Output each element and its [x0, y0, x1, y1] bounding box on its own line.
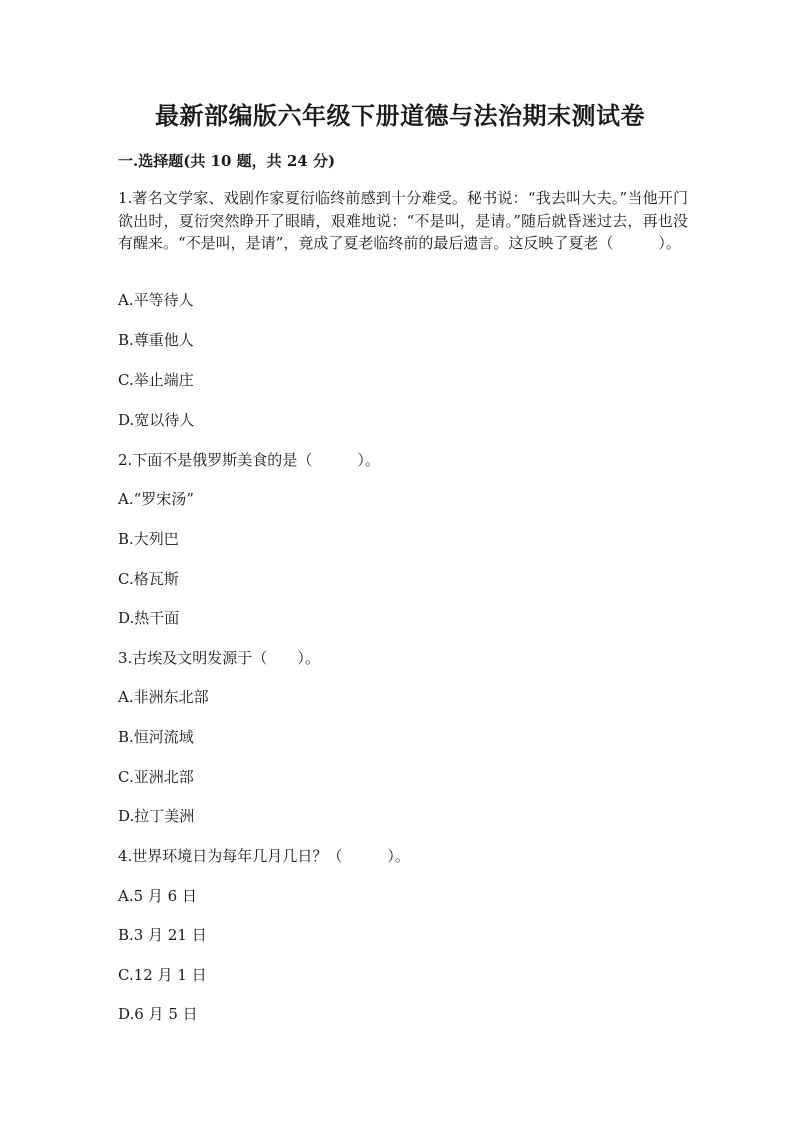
question-3-option-c: C.亚洲北部 [118, 768, 194, 786]
question-4-option-d: D.6 月 5 日 [118, 1005, 198, 1023]
question-1-stem: 1.著名文学家、戏剧作家夏衍临终前感到十分难受。秘书说：“我去叫大夫。”当他开门欲出时，夏衍突然睁开了眼睛，艰难地说：“不是叫，是请。”随后就昏迷过去，再也没有醒来。“不是叫，是请”，竟成了夏老临终前的最后遗言。这反映了夏老（ ）。 [118, 189, 688, 252]
page-title: 最新部编版六年级下册道德与法治期末测试卷 [155, 101, 645, 130]
question-4-option-c: C.12 月 1 日 [118, 966, 207, 984]
question-2-option-c: C.格瓦斯 [118, 570, 179, 588]
question-2-option-a: A.“罗宋汤” [118, 490, 194, 508]
question-4-option-a: A.5 月 6 日 [118, 887, 197, 905]
question-3-stem: 3.古埃及文明发源于（ ）。 [118, 649, 320, 667]
question-4-option-b: B.3 月 21 日 [118, 926, 207, 944]
question-2-option-b: B.大列巴 [118, 530, 179, 548]
question-2-stem: 2.下面不是俄罗斯美食的是（ ）。 [118, 451, 380, 469]
question-3-option-a: A.非洲东北部 [118, 688, 209, 706]
section-heading: 一.选择题(共 10 题，共 24 分) [118, 152, 336, 170]
question-3-option-b: B.恒河流域 [118, 728, 194, 746]
question-2-option-d: D.热干面 [118, 609, 180, 627]
question-4-stem: 4.世界环境日为每年几月几日？（ ）。 [118, 847, 410, 865]
question-1-option-d: D.宽以待人 [118, 411, 195, 429]
question-1-option-c: C.举止端庄 [118, 371, 194, 389]
question-1-option-b: B.尊重他人 [118, 331, 194, 349]
question-3-option-d: D.拉丁美洲 [118, 807, 195, 825]
question-1-option-a: A.平等待人 [118, 291, 194, 309]
